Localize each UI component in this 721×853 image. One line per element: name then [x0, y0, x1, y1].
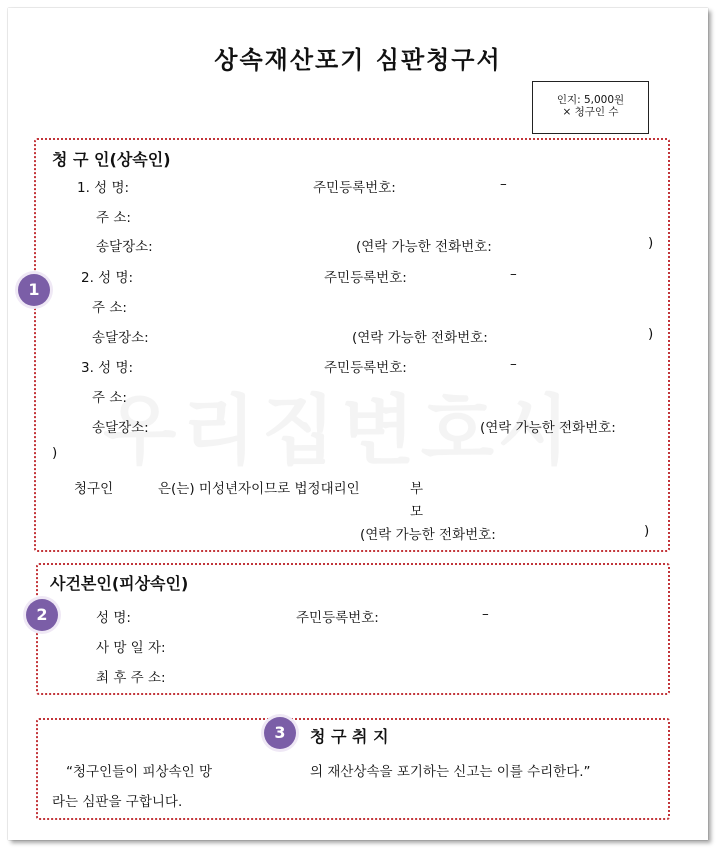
minor-notice-text: 은(는) 미성년자이므로 법정대리인 — [158, 481, 360, 497]
p3-rrn-label: 주민등록번호: — [324, 360, 407, 376]
p2-rrn-dash: – — [510, 266, 517, 282]
p2-phone-label: (연락 가능한 전화번호: — [352, 330, 488, 346]
section-badge-3: 3 — [264, 717, 296, 749]
p3-phone-label: (연락 가능한 전화번호: — [480, 420, 616, 436]
minor-mother-label: 모 — [410, 504, 424, 520]
p1-rrn-label: 주민등록번호: — [313, 180, 396, 196]
p3-delivery-label: 송달장소: — [92, 420, 149, 436]
claimant-section-title: 청 구 인(상속인) — [52, 150, 171, 169]
stamp-box — [532, 81, 649, 134]
p1-rrn-dash: – — [500, 176, 507, 192]
decedent-rrn-label: 주민등록번호: — [296, 610, 379, 626]
decedent-section-title: 사건본인(피상속인) — [50, 574, 189, 593]
stamp-line2: × 청구인 수 — [562, 106, 619, 118]
decedent-name-label: 성 명: — [96, 610, 131, 626]
document-page — [8, 8, 708, 840]
claim-purpose-text-2: 라는 심판을 구합니다. — [52, 794, 183, 810]
claim-purpose-title: 청 구 취 지 — [310, 727, 389, 746]
minor-father-label: 부 — [410, 481, 424, 497]
decedent-rrn-dash: – — [482, 606, 489, 622]
minor-phone-label: (연락 가능한 전화번호: — [360, 527, 496, 543]
minor-phone-close: ) — [644, 523, 650, 539]
p2-name-label: 2. 성 명: — [81, 270, 134, 286]
section-badge-2: 2 — [26, 599, 58, 631]
p3-phone-close: ) — [52, 445, 58, 461]
p3-name-label: 3. 성 명: — [81, 360, 134, 376]
p1-phone-close: ) — [648, 235, 654, 251]
p2-delivery-label: 송달장소: — [92, 330, 149, 346]
p2-rrn-label: 주민등록번호: — [324, 270, 407, 286]
section-badge-1: 1 — [18, 274, 50, 306]
p1-name-label: 1. 성 명: — [77, 180, 130, 196]
p2-phone-close: ) — [648, 326, 654, 342]
stamp-line1: 인지: 5,000원 — [556, 94, 625, 106]
p3-rrn-dash: – — [510, 356, 517, 372]
minor-claimant-label: 청구인 — [74, 481, 114, 497]
decedent-death-date-label: 사 망 일 자: — [96, 640, 166, 656]
decedent-last-address-label: 최 후 주 소: — [96, 670, 166, 686]
claim-purpose-text-1a: “청구인들이 피상속인 망 — [66, 764, 212, 780]
claim-purpose-text-1b: 의 재산상속을 포기하는 신고는 이를 수리한다.” — [310, 764, 591, 780]
p1-phone-label: (연락 가능한 전화번호: — [356, 239, 492, 255]
page-title: 상속재산포기 심판청구서 — [214, 46, 502, 74]
p1-address-label: 주 소: — [96, 210, 131, 226]
p2-address-label: 주 소: — [92, 300, 127, 316]
p1-delivery-label: 송달장소: — [96, 239, 153, 255]
p3-address-label: 주 소: — [92, 390, 127, 406]
